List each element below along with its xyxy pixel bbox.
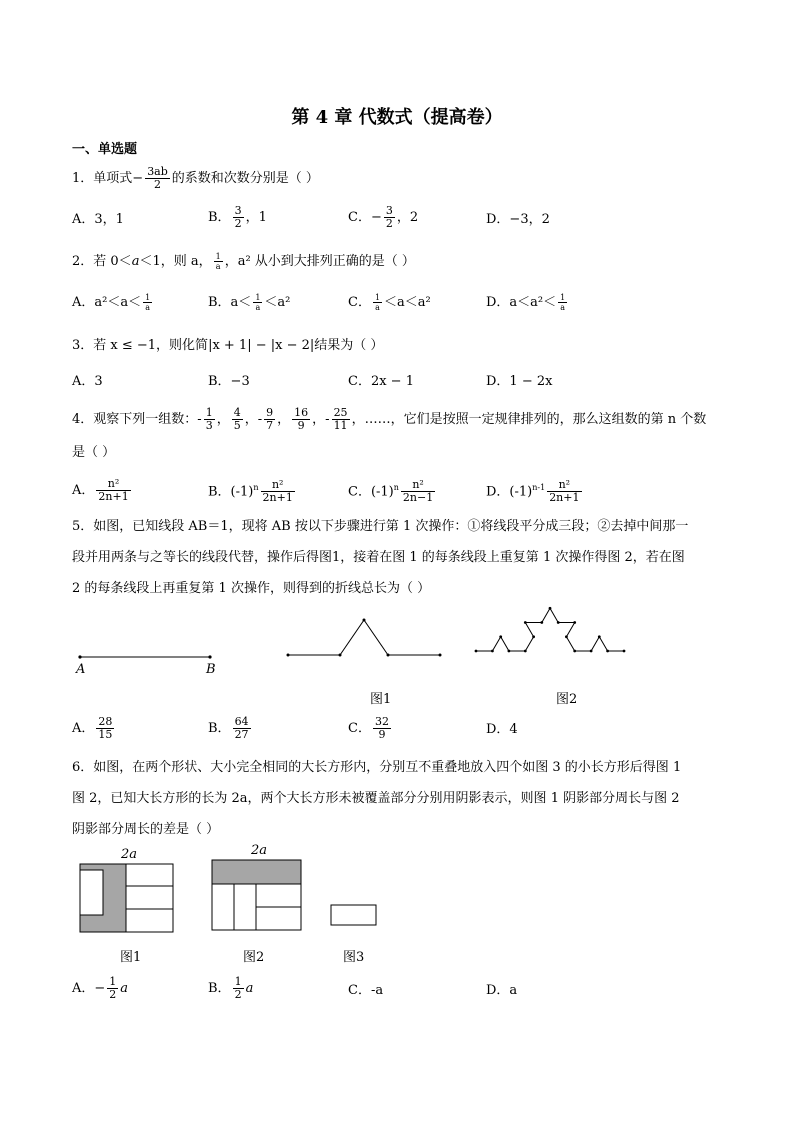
q2-d-n: 1	[560, 293, 566, 302]
q1-monomial-denominator: 2	[153, 178, 161, 191]
figure-2-point	[573, 650, 576, 653]
q4-a-pre: A．	[72, 483, 95, 498]
question-6-line-3: 阴影部分周长的差是（ ）	[72, 822, 220, 837]
point-a	[78, 655, 81, 658]
q1-monomial-numerator: 3ab	[147, 165, 168, 178]
q1-stem-suffix: 的系数和次数分别是（ ）	[171, 171, 319, 186]
q6-option-a[interactable]	[72, 976, 128, 1001]
q3-stem-a: 3．若 x ≤ −1，则化简	[72, 338, 209, 353]
question-6-line-1: 6．如图，在两个形状、大小完全相同的大长方形内，分别互不重叠地放入四个如图 3 的小长方形后得图 1	[72, 760, 682, 775]
q5-c-pre: C．	[348, 721, 371, 736]
q5-c-d: 9	[378, 728, 386, 741]
q6-a-post: a	[120, 981, 129, 996]
q3-option-b[interactable]: B．−3	[208, 374, 250, 389]
q4-option-d[interactable]	[486, 478, 584, 504]
q4-option-a[interactable]	[72, 478, 133, 503]
q4-c-pre: C．(-1)	[348, 484, 394, 500]
fig2-vertical-rect-2	[234, 884, 256, 930]
q4-d-d: 2n+1	[549, 491, 580, 505]
fig1-small-rect-2	[126, 886, 173, 909]
q2-a-text: A．a²＜a＜	[72, 295, 142, 310]
q2-d-d: a	[560, 303, 566, 312]
q1-b-num: 3	[234, 204, 242, 217]
q5-b-pre: B．	[208, 721, 231, 736]
q4-b-pre: B．(-1)	[208, 484, 254, 500]
q5-figures	[0, 600, 794, 720]
q6-figures	[0, 860, 794, 940]
q1-c-suffix: ，2	[396, 210, 419, 225]
label-a: A	[76, 662, 86, 677]
q2-a-d: a	[145, 303, 151, 312]
question-6-line-2: 图 2，已知大长方形的长为 2a，两个大长方形未被覆盖部分分别用阴影表示，则图 1 阴影部分周长与图 2	[72, 791, 680, 806]
q4-stem-a: 4．观察下列一组数：	[72, 412, 198, 427]
figure-2-point	[508, 650, 511, 653]
figure-2-point	[532, 635, 535, 638]
q3-option-a[interactable]: A．3	[72, 374, 103, 389]
q4-b-n: n²	[261, 479, 295, 492]
q4-seq-sign: -	[257, 412, 263, 427]
q5-option-c[interactable]	[348, 716, 393, 741]
q6-figure-2-caption: 图2	[243, 950, 265, 965]
figure-2-point	[557, 621, 560, 624]
q4-a-n: n²	[96, 478, 130, 491]
q4-seq-fraction: $\frac{1}{3}$	[205, 406, 213, 432]
q1-stem-prefix: 1．单项式	[72, 171, 133, 186]
figure-2-point	[565, 635, 568, 638]
q4-seq-fraction: $\frac{16}{9}$	[294, 406, 309, 432]
fig2-horizontal-rect-1	[256, 884, 301, 907]
question-1-stem: 1．单项式− $\frac{3ab}{2}$ 的系数和次数分别是（ ）	[72, 165, 319, 191]
q6-figure-1-caption: 图1	[120, 950, 142, 965]
figure-2-point	[606, 650, 609, 653]
figure-1-polyline	[288, 620, 440, 655]
q1-b-suffix: ，1	[245, 210, 267, 225]
q4-c-n: n²	[401, 479, 435, 492]
q6-a-pre: A．−	[72, 981, 106, 996]
q6-figure-3-caption: 图3	[343, 950, 365, 965]
q2-a-n: 1	[145, 293, 151, 302]
question-5-line-2: 段并用两条与之等长的线段代替，操作后得图1，接着在图 1 的每条线段上重复第 1 次操作得图 2，若在图	[72, 550, 685, 565]
figure-2-points	[475, 607, 626, 653]
q4-seq-sign: -	[325, 412, 330, 427]
q4-c-exp: n	[393, 483, 399, 492]
figure-1-points	[287, 619, 442, 657]
fig1-small-rect-1	[126, 864, 173, 886]
q4-seq-sign: -	[197, 412, 202, 427]
figure-2-point	[524, 621, 527, 624]
q6-b-pre: B．	[208, 981, 231, 996]
q3-stem-b: 结果为（ ）	[314, 338, 384, 353]
q1-option-a[interactable]: A．3，1	[72, 212, 124, 227]
question-5-line-1: 5．如图，已知线段 AB＝1，现将 AB 按以下步骤进行第 1 次操作：①将线段平分成三段；②去掉中间那一	[72, 519, 689, 534]
figure-2-point	[491, 650, 494, 653]
q1-b-den: 2	[234, 217, 242, 230]
q4-c-d: 2n−1	[402, 491, 434, 505]
q6-option-c[interactable]: C．-a	[348, 983, 384, 998]
label-b: B	[206, 662, 216, 677]
q2-frac-n: 1	[215, 252, 221, 261]
figure-2-point	[524, 650, 527, 653]
q2-option-b[interactable]	[208, 293, 290, 313]
q6-a-d: 2	[109, 988, 117, 1001]
q3-option-d[interactable]: D．1 − 2x	[486, 374, 553, 389]
q5-option-d[interactable]: D．4	[486, 722, 518, 737]
q6-b-d: 2	[234, 988, 242, 1001]
q4-seq-fraction: $\frac{4}{5}$	[233, 406, 241, 432]
q6-a-n: 1	[109, 975, 117, 988]
q1-c-prefix: C．−	[348, 210, 382, 225]
figure-2-point	[540, 621, 543, 624]
q2-option-d[interactable]	[486, 293, 569, 313]
q1-b-prefix: B．	[208, 210, 231, 225]
q2-c-n: 1	[374, 293, 381, 302]
question-4-stem	[72, 407, 706, 432]
q2-stem-a: 2．若 0＜	[72, 254, 132, 269]
q2-b-n: 1	[255, 293, 261, 302]
q4-option-c[interactable]	[348, 478, 437, 504]
q4-a-d: 2n+1	[98, 490, 129, 503]
fig2-vertical-rect-1	[212, 884, 234, 930]
fig1-vertical-small-rect	[80, 870, 103, 915]
question-5-line-3: 2 的每条线段上再重复第 1 次操作，则得到的折线总长为（ ）	[72, 581, 431, 596]
figure-2-point	[475, 650, 478, 653]
q3-option-c[interactable]: C．2x − 1	[348, 374, 414, 389]
q2-stem-b: ＜1，则 a，	[139, 254, 212, 269]
question-2-stem	[72, 252, 415, 272]
question-4-stem-cont: 是（ ）	[72, 445, 116, 460]
q4-seq-fraction: $\frac{9}{7}$	[266, 406, 274, 432]
q1-c-den: 2	[385, 217, 393, 230]
q4-seq-fraction: $\frac{25}{11}$	[333, 406, 348, 432]
q2-option-a[interactable]	[72, 293, 154, 313]
q5-a-d: 15	[98, 728, 113, 741]
q6-b-post: a	[245, 981, 254, 996]
q6-fig2-length-label: 2a	[251, 843, 268, 858]
fig2-horizontal-rect-2	[256, 907, 301, 930]
q2-var: a	[131, 254, 140, 269]
point-b	[208, 655, 211, 658]
fig3-small-rect	[331, 905, 376, 925]
q5-a-n: 28	[98, 715, 113, 728]
figure-2-point	[573, 621, 576, 624]
q5-a-pre: A．	[72, 721, 95, 736]
q2-stem-c: ，a² 从小到大排列正确的是（ ）	[224, 254, 415, 269]
q4-b-d: 2n+1	[262, 491, 293, 505]
q6-fig1-length-label: 2a	[121, 847, 138, 862]
q4-d-n: n²	[547, 479, 581, 492]
figure-2-point	[549, 607, 552, 610]
figure-2-point	[590, 650, 593, 653]
q4-d-exp: n-1	[532, 483, 546, 492]
fig2-shaded-area	[212, 860, 301, 884]
figure-2-point	[598, 635, 601, 638]
q5-b-d: 27	[234, 728, 249, 741]
q2-b-post: ＜a²	[264, 295, 291, 310]
page-title: 第 4 章 代数式（提高卷）	[291, 107, 503, 128]
q3-absolute-expression: |x + 1| − |x − 2|	[208, 338, 315, 353]
q2-frac-d: a	[215, 262, 221, 271]
q2-option-c[interactable]	[348, 293, 431, 313]
q4-b-exp: n	[253, 483, 259, 492]
q6-option-d[interactable]: D．a	[486, 983, 518, 998]
q1-option-c[interactable]	[348, 205, 418, 230]
q4-stem-b: ，……，它们是按照一定规律排列的，那么这组数的第 n 个数	[351, 412, 707, 427]
q6-b-n: 1	[234, 975, 242, 988]
q5-b-n: 64	[234, 715, 249, 728]
q1-option-d[interactable]: D．−3，2	[486, 212, 550, 227]
q2-c-post: ＜a＜a²	[384, 295, 431, 310]
q6-option-b[interactable]	[208, 976, 253, 1001]
section-heading: 一、单选题	[72, 142, 138, 157]
q4-d-pre: D．(-1)	[486, 484, 533, 500]
q5-option-a[interactable]	[72, 716, 116, 741]
figure-2-point	[499, 635, 502, 638]
q2-d-text: D．a＜a²＜	[486, 295, 557, 310]
q2-b-d: a	[255, 303, 261, 312]
figure-2-polyline	[476, 608, 624, 651]
q2-c-pre: C．	[348, 295, 371, 310]
q5-c-n: 32	[374, 715, 389, 728]
q4-option-b[interactable]	[208, 478, 297, 504]
q1-c-num: 3	[385, 204, 393, 217]
q1-option-b[interactable]	[208, 205, 267, 230]
q5-option-b[interactable]	[208, 716, 253, 741]
q1-monomial-fraction	[145, 166, 170, 191]
q2-b-text: B．a＜	[208, 295, 252, 310]
figure-2-point	[623, 650, 626, 653]
q5-figure-1-caption: 图1	[370, 692, 392, 707]
q4-sequence: - $\frac{1}{3}$ ， $\frac{4}{5}$ ，- $\frac{9}{7}$ ， $\frac{16}{9}$ ，- $\frac{25}{11}$	[197, 406, 348, 432]
fig1-small-rect-3	[126, 909, 173, 932]
q2-c-d: a	[375, 303, 380, 312]
question-3-stem	[72, 336, 383, 356]
q5-figure-2-caption: 图2	[556, 692, 578, 707]
